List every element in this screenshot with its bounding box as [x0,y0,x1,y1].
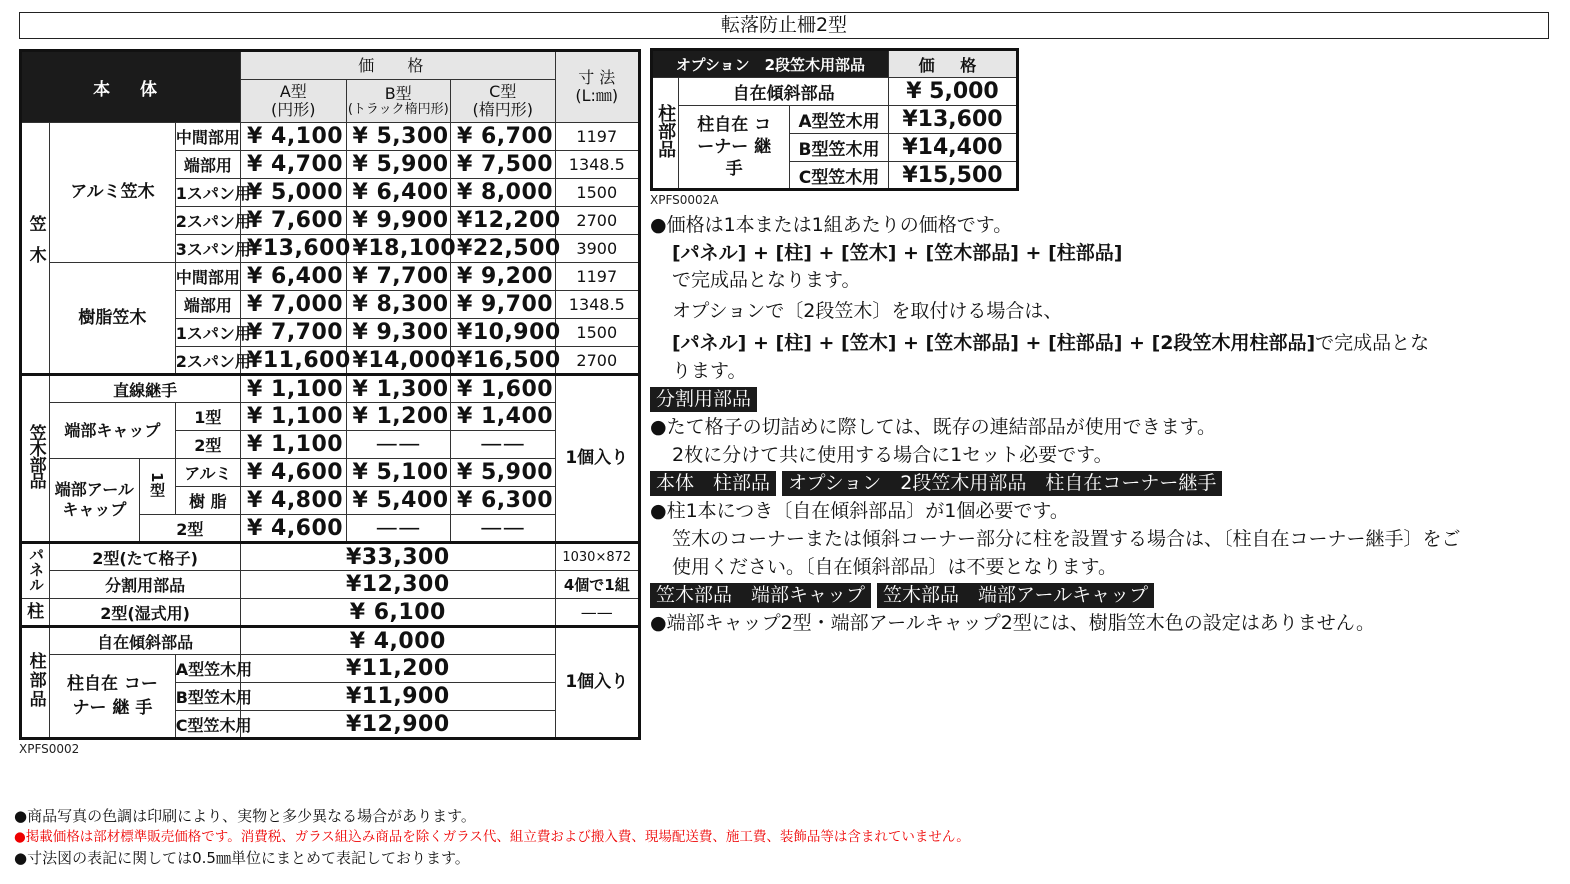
table-row [21,459,640,487]
price: ¥12,900 [241,711,555,739]
price-c: ¥ 1,600 [451,375,556,403]
price-b: ¥ 1,300 [346,375,450,403]
header-body: 本 体 [21,51,241,123]
price-b: ¥ 9,300 [346,319,450,347]
dim: 1500 [555,319,639,347]
category-pillar: 柱 [21,599,50,627]
note-line: ●柱1本につき〔自在傾斜部品〕が1個必要です。 [650,500,1069,522]
price: ¥ 6,100 [241,599,555,627]
header-dim: 寸 法 (L:㎜) [555,51,639,123]
page-title: 転落防止柵2型 [19,12,1549,39]
price-c: ¥ 6,300 [451,487,556,515]
main-table-code: XPFS0002 [19,742,80,756]
row-label: A型笠木用 [175,655,240,683]
price: ¥11,900 [241,683,555,711]
dim: 1348.5 [555,291,639,319]
price-c: ¥ 7,500 [451,151,556,179]
note-line: ります。 [672,360,747,382]
table-row [21,599,640,627]
row-label: 中間部用 [175,123,240,151]
category-panel: パネル [21,543,50,599]
section-tag: 本体 柱部品 [650,471,776,496]
row-label: 中間部用 [175,263,240,291]
row-label: 2型(たて格子) [50,543,241,571]
note-line: で完成品となります。 [672,269,861,291]
header-b-type: B型 (トラック楕円形) [346,80,450,123]
dim: 2700 [555,347,639,375]
section-tag: 笠木部品 端部キャップ [650,583,871,608]
price-b: ¥ 6,400 [346,179,450,207]
price-b: ¥ 5,900 [346,151,450,179]
price-b: ¥ 9,900 [346,207,450,235]
note-line: 2枚に分けて共に使用する場合に1セット必要です。 [672,444,1113,466]
note-line: ●価格は1本または1組あたりの価格です。 [650,214,1013,236]
category-kasagi-parts: 笠木部品 [21,375,50,543]
dim: 1348.5 [555,151,639,179]
row-label: 2型 [139,515,241,543]
price-a: ¥ 4,600 [241,459,346,487]
row-label: C型笠木用 [175,711,240,739]
category-kasagi: 笠木 [21,123,50,375]
dim: 2700 [555,207,639,235]
price-b: ¥18,100 [346,235,450,263]
option-table-code: XPFS0002A [650,193,719,207]
dim: 1197 [555,263,639,291]
option-category: 柱部品 [652,78,679,190]
note-formula: [パネル] + [柱] + [笠木] + [笠木部品] + [柱部品] + [2段笠木用柱部品] [672,332,1316,354]
table-row [21,543,640,571]
price-b: —— [346,431,450,459]
header-c-type: C型 (楕円形) [451,80,556,123]
note-line: オプションで〔2段笠木〕を取付ける場合は、 [672,300,1063,322]
option-group-corner: 柱自在 コーナー 継 手 [679,106,790,190]
footer [14,806,970,869]
section-tag: 分割用部品 [650,387,757,412]
table-row [21,627,640,655]
row-label: 1型 [175,403,240,431]
footer-note: ●寸法図の表記に関しては0.5㎜単位にまとめて表記しております。 [14,849,470,867]
row-label: 2型 [175,431,240,459]
row-label: 端部用 [175,151,240,179]
price-b: ¥ 7,700 [346,263,450,291]
price-a: ¥ 5,000 [241,179,346,207]
price-c: ¥ 9,700 [451,291,556,319]
dim: 1197 [555,123,639,151]
price: ¥33,300 [241,543,555,571]
dim: 1500 [555,179,639,207]
dim: 1個入り [555,627,639,739]
row-label: A型笠木用 [790,106,889,134]
option-header: オプション 2段笠木用部品 [652,50,889,78]
note-line: で完成品とな [1315,332,1430,354]
price: ¥11,200 [241,655,555,683]
row-label: B型笠木用 [790,134,889,162]
row-label: 3スパン用 [175,235,240,263]
price: ¥15,500 [888,162,1017,190]
price-c: ¥ 8,000 [451,179,556,207]
price-c: ¥ 9,200 [451,263,556,291]
row-label: B型笠木用 [175,683,240,711]
price-c: ¥ 5,900 [451,459,556,487]
price-b: ¥ 5,400 [346,487,450,515]
price: ¥13,600 [888,106,1017,134]
group-cap: 端部キャップ [50,403,176,459]
row-label: 2型(湿式用) [50,599,241,627]
header-price: 価 格 [241,51,555,80]
row-label: C型笠木用 [790,162,889,190]
price-a: ¥ 7,600 [241,207,346,235]
price-a: ¥ 1,100 [241,431,346,459]
price-c: ¥16,500 [451,347,556,375]
price: ¥12,300 [241,571,555,599]
arcap-type1: 1型 [139,459,175,515]
price-c: ¥10,900 [451,319,556,347]
price-a: ¥ 4,700 [241,151,346,179]
row-label: 1スパン用 [175,179,240,207]
note-line: ●端部キャップ2型・端部アールキャップ2型には、樹脂笠木色の設定はありません。 [650,612,1375,634]
group-jushi: 樹脂笠木 [50,263,176,375]
note-line: 使用ください。〔自在傾斜部品〕は不要となります。 [672,556,1117,578]
table-row [21,375,640,403]
price-c: ¥ 1,400 [451,403,556,431]
price-b: ¥14,000 [346,347,450,375]
group-arcap: 端部アール キャップ [50,459,139,543]
price-c: ¥12,200 [451,207,556,235]
table-row [21,403,640,431]
row-label: 1スパン用 [175,319,240,347]
price-a: ¥ 4,600 [241,515,346,543]
option-price-table [650,48,1019,191]
row-label: 2スパン用 [175,347,240,375]
price-a: ¥ 7,700 [241,319,346,347]
price-c: —— [451,431,556,459]
price-a: ¥ 1,100 [241,375,346,403]
price-a: ¥ 4,100 [241,123,346,151]
price-a: ¥13,600 [241,235,346,263]
category-pillar-parts: 柱部品 [21,627,50,739]
price-a: ¥ 7,000 [241,291,346,319]
group-alumi: アルミ笠木 [50,123,176,263]
price-a: ¥11,600 [241,347,346,375]
row-label: 自在傾斜部品 [50,627,241,655]
section-tag: オプション 2段笠木用部品 柱自在コーナー継手 [782,471,1222,496]
dim: 1個入り [555,375,639,543]
price: ¥ 5,000 [888,78,1017,106]
price-a: ¥ 4,800 [241,487,346,515]
price-b: —— [346,515,450,543]
table-row [21,263,640,291]
main-price-table [19,49,641,740]
table-row [21,655,640,683]
group-corner: 柱自在 コーナー 継 手 [50,655,176,739]
price: ¥ 4,000 [241,627,555,655]
price-a: ¥ 6,400 [241,263,346,291]
price-b: ¥ 5,100 [346,459,450,487]
dim: 3900 [555,235,639,263]
row-label: アルミ [175,459,240,487]
price-c: ¥ 6,700 [451,123,556,151]
table-row [21,571,640,599]
note-line: 笠木のコーナーまたは傾斜コーナー部分に柱を設置する場合は、〔柱自在コーナー継手〕をご [672,528,1461,550]
option-price-header: 価 格 [888,50,1017,78]
section-tag: 笠木部品 端部アールキャップ [877,583,1154,608]
dim: 1030×872 [555,543,639,571]
price-b: ¥ 5,300 [346,123,450,151]
row-label: 直線継手 [50,375,241,403]
footer-note-red: ●掲載価格は部材標準販売価格です。消費税、ガラス組込み商品を除くガラス代、組立費および搬入費、現場配送費、施工費、装飾品等は含まれていません。 [14,829,970,845]
note-line: [パネル] + [柱] + [笠木] + [笠木部品] + [柱部品] [672,242,1123,264]
price-b: ¥ 8,300 [346,291,450,319]
row-label: 端部用 [175,291,240,319]
footer-note: ●商品写真の色調は印刷により、実物と多少異なる場合があります。 [14,807,476,825]
price-c: ¥22,500 [451,235,556,263]
dim: 4個で1組 [555,571,639,599]
row-label: 自在傾斜部品 [679,78,889,106]
price-c: —— [451,515,556,543]
note-line: ●たて格子の切詰めに際しては、既存の連結部品が使用できます。 [650,416,1217,438]
price: ¥14,400 [888,134,1017,162]
dim: —— [555,599,639,627]
row-label: 分割用部品 [50,571,241,599]
header-a-type: A型 (円形) [241,80,346,123]
row-label: 2スパン用 [175,207,240,235]
price-b: ¥ 1,200 [346,403,450,431]
price-a: ¥ 1,100 [241,403,346,431]
table-row [21,123,640,151]
row-label: 樹 脂 [175,487,240,515]
